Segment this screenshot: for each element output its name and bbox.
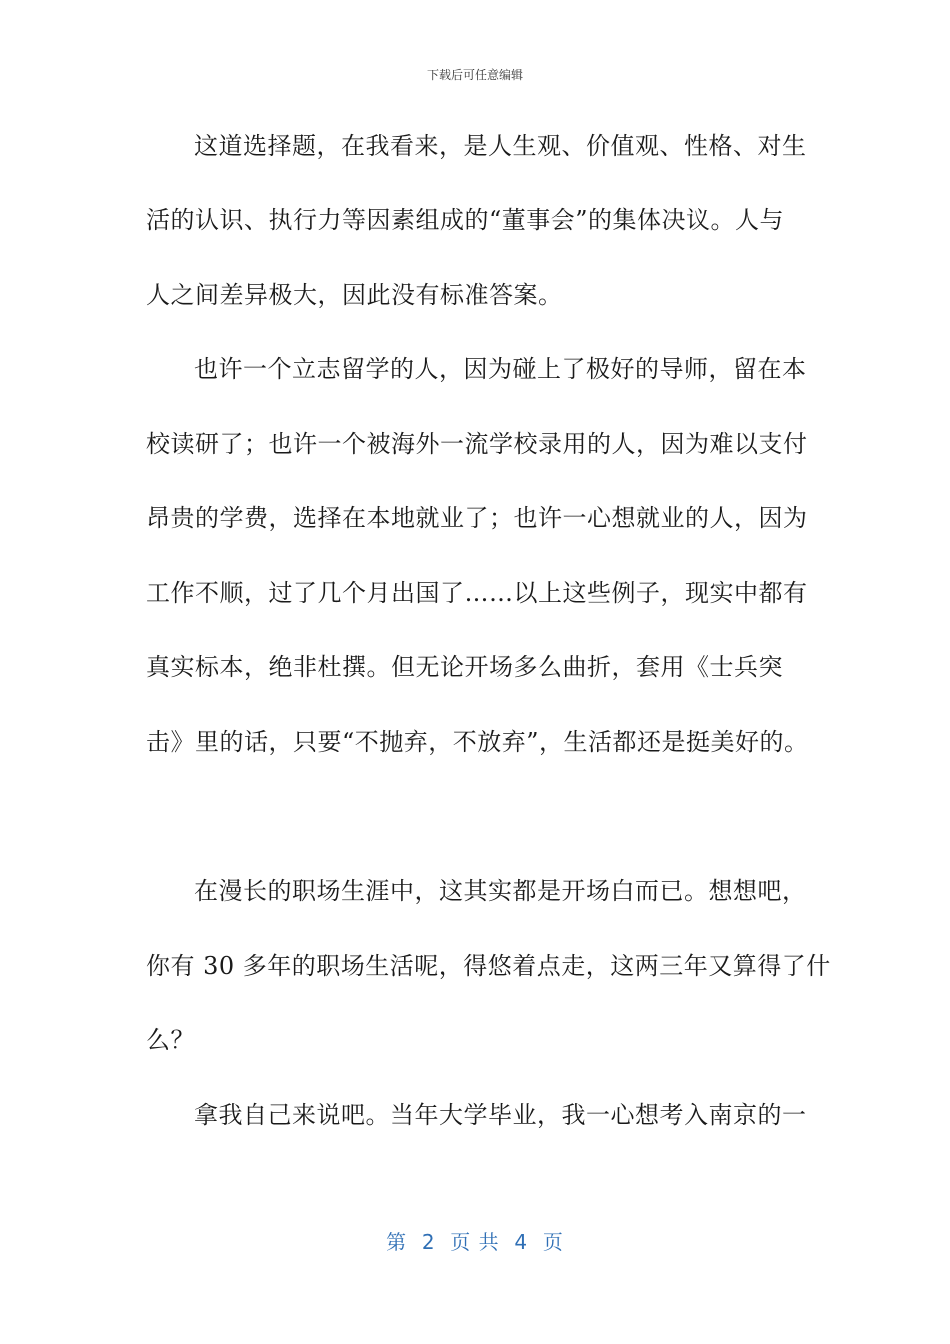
text-line: 活的认识、执行力等因素组成的“董事会”的集体决议。人与 [146, 206, 785, 234]
page-number-footer: 第 2 页 共 4 页 [386, 1230, 564, 1254]
text-line: 你有 30 多年的职场生活呢，得悠着点走，这两三年又算得了什 [146, 952, 831, 980]
text-line: 击》里的话，只要“不抛弃，不放弃”，生活都还是挺美好的。 [146, 728, 809, 756]
text-line: 也许一个立志留学的人，因为碰上了极好的导师，留在本 [194, 355, 807, 383]
text-line: 工作不顺，过了几个月出国了……以上这些例子，现实中都有 [146, 579, 808, 607]
text-line: 么？ [146, 1026, 195, 1054]
text-line: 昂贵的学费，选择在本地就业了；也许一心想就业的人，因为 [146, 504, 808, 532]
text-line: 人之间差异极大，因此没有标准答案。 [146, 281, 563, 309]
text-line: 这道选择题，在我看来，是人生观、价值观、性格、对生 [194, 132, 807, 160]
text-line: 校读研了；也许一个被海外一流学校录用的人，因为难以支付 [146, 430, 808, 458]
text-line: 真实标本，绝非杜撰。但无论开场多么曲折，套用《士兵突 [146, 653, 783, 681]
text-line: 拿我自己来说吧。当年大学毕业，我一心想考入南京的一 [194, 1101, 807, 1129]
page-header-note: 下载后可任意编辑 [426, 68, 523, 82]
text-line: 在漫长的职场生涯中，这其实都是开场白而已。想想吧， [194, 877, 807, 905]
